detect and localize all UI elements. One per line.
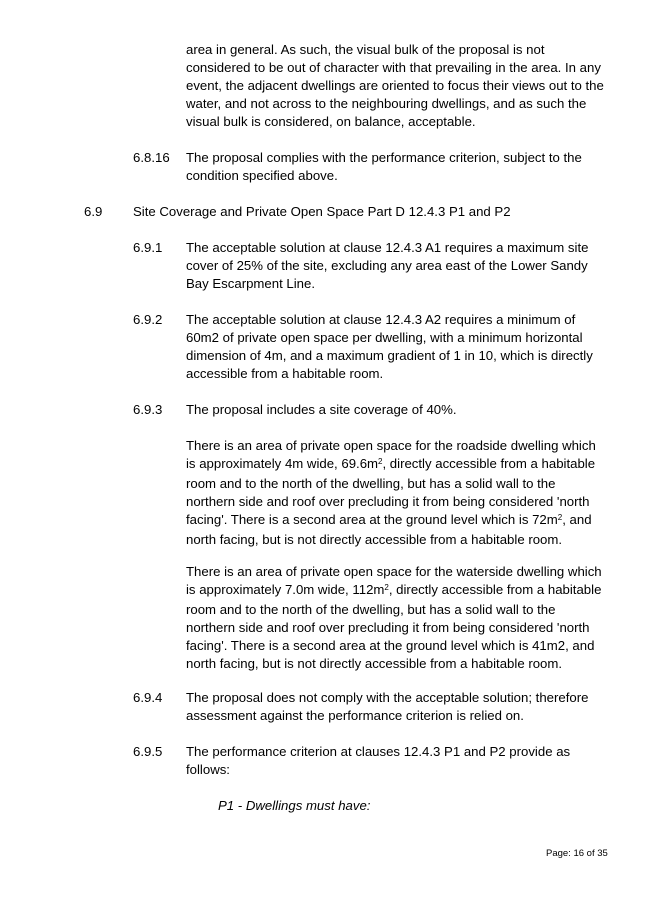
- text-run: , directly accessible from a habitable room and to the north of the dwelling, but has a solid wall to the northern side and roof over precluding it from being considered 'north facing'. There is a second area at the ground level which is 72m: [186, 456, 596, 527]
- paragraph-6-9-5: The performance criterion at clauses 12.4.3 P1 and P2 provide as follows:: [186, 744, 571, 777]
- superscript: 2: [378, 457, 383, 466]
- paragraph-waterside-dwelling: [186, 563, 606, 673]
- paragraph-intro: area in general. As such, the visual bulk of the proposal is not considered to be out of character with that prevailing in the area. In any event, the adjacent dwellings are oriented to focus their views out to the water, and not across to the neighbouring dwellings, and as such the visual bulk is considered, on balance, acceptable.: [186, 42, 604, 129]
- superscript: 2: [384, 583, 389, 592]
- clause-number-6-8-16: 6.8.16: [133, 150, 170, 165]
- paragraph-6-9-3: The proposal includes a site coverage of 40%.: [186, 402, 457, 417]
- performance-criterion-p1: P1 - Dwellings must have:: [218, 798, 371, 813]
- page-number: Page: 16 of 35: [546, 848, 608, 859]
- paragraph-6-8-16: The proposal complies with the performance criterion, subject to the condition specified above.: [186, 150, 582, 183]
- clause-number-6-9-5: 6.9.5: [133, 744, 163, 759]
- clause-number-6-9-2: 6.9.2: [133, 312, 163, 327]
- clause-number-6-9-1: 6.9.1: [133, 240, 163, 255]
- text-run: There is an area of private open space for the roadside dwelling which is approximately 4m wide, 69.6m: [186, 438, 596, 471]
- section-heading-6-9: Site Coverage and Private Open Space Part D 12.4.3 P1 and P2: [133, 204, 511, 219]
- clause-number-6-9-4: 6.9.4: [133, 690, 163, 705]
- text-run: , and north facing, but is not directly accessible from a habitable room.: [186, 512, 592, 547]
- section-number-6-9: 6.9: [84, 204, 103, 219]
- superscript: 2: [557, 513, 563, 522]
- paragraph-6-9-4: The proposal does not comply with the acceptable solution; therefore assessment against the performance criterion is relied on.: [186, 690, 589, 723]
- text-run: , directly accessible from a habitable room and to the north of the dwelling, but has a solid wall to the northern side and roof over precluding it from being considered 'north facing'. There is a second area at the ground level which is 41m2, and north facing, but is not directly accessible from a habitable room.: [186, 582, 602, 671]
- paragraph-roadside-dwelling: [186, 437, 606, 549]
- paragraph-6-9-1: The acceptable solution at clause 12.4.3 A1 requires a maximum site cover of 25% of the site, excluding any area east of the Lower Sandy Bay Escarpment Line.: [186, 240, 589, 291]
- text-run: There is an area of private open space for the waterside dwelling which is approximately 7.0m wide, 112m: [186, 564, 602, 597]
- paragraph-6-9-2: The acceptable solution at clause 12.4.3 A2 requires a minimum of 60m2 of private open space per dwelling, with a minimum horizontal dimension of 4m, and a maximum gradient of 1 in 10, which is directly accessible from a habitable room.: [186, 312, 593, 381]
- clause-number-6-9-3: 6.9.3: [133, 402, 163, 417]
